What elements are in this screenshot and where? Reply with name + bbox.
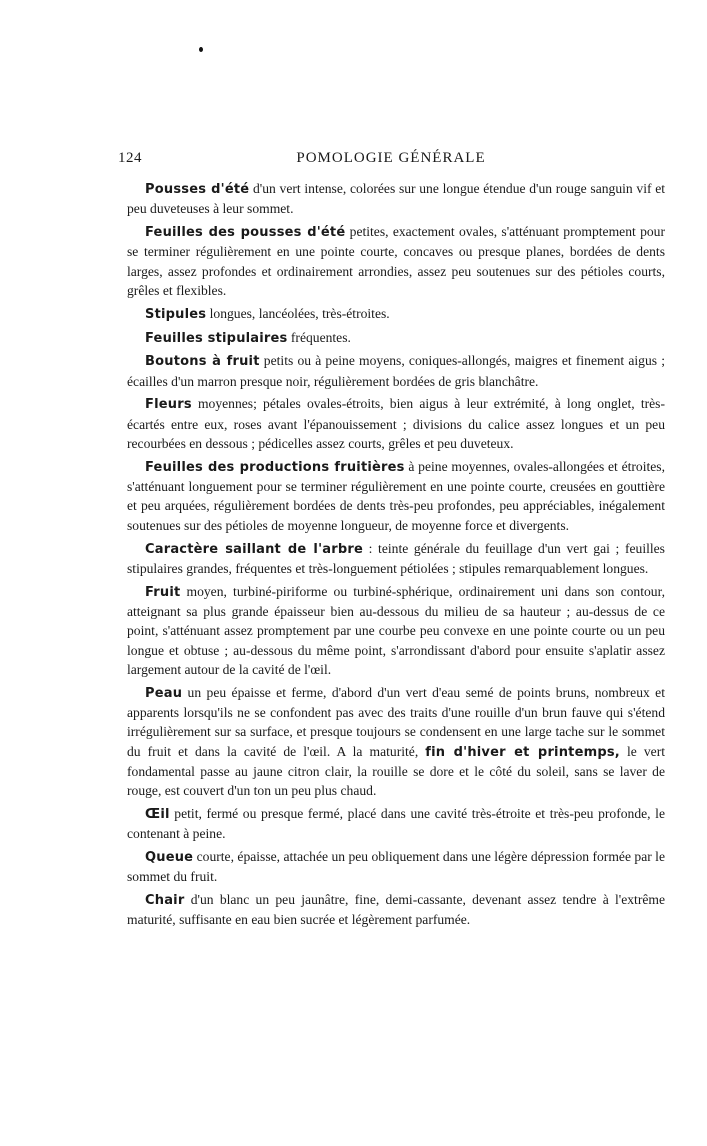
paragraph-text: petits ou à peine moyens, coniques-allongés, maigres et finement aigus ; écailles d'un marron presque noir, régulièrement bordées de gris blanchâtre. — [127, 353, 665, 389]
paragraph-queue — [127, 847, 665, 887]
paragraph-text: moyen, turbiné-piriforme ou turbiné-sphérique, ordinairement uni dans son contour, atteignant sa plus grande épaisseur bien au-dessous du milieu de sa hauteur ; au-dessus de ce point, s'atténuant assez promptement par une courbe peu convexe en une pointe courte ou un peu longue et obtuse ; au-dessous du même point, s'arrondissant d'abord pour ensuite s'aplatir assez largement autour de la cavité de l'œil. — [127, 583, 665, 677]
paragraph-fleurs — [127, 394, 665, 453]
paragraph-text: petit, fermé ou presque fermé, placé dans une cavité très-étroite et très-peu profonde, le contenant à peine. — [127, 805, 665, 842]
paragraph-feuilles-productions — [127, 457, 665, 535]
paragraph-chair — [127, 890, 665, 930]
term-heading: Feuilles des pousses d'été — [145, 225, 346, 241]
term-heading: Feuilles des productions fruitières — [145, 459, 405, 475]
body-text — [127, 179, 665, 933]
term-heading: Chair — [145, 893, 185, 909]
term-heading: Stipules — [145, 306, 207, 322]
term-heading: Pousses d'été — [145, 182, 250, 197]
paragraph-text: longues, lancéolées, très-étroites. — [206, 305, 390, 321]
term-heading: Peau — [145, 685, 183, 701]
ink-speck — [199, 47, 203, 52]
paragraph-text: courte, épaisse, attachée un peu obliquement dans une légère dépression formée par le sommet du fruit. — [127, 849, 665, 885]
paragraph-text: fréquentes. — [287, 329, 351, 345]
term-heading: Caractère saillant de l'arbre — [145, 541, 363, 557]
paragraph-oeil — [127, 804, 665, 844]
paragraph-feuilles-pousses — [127, 222, 665, 300]
paragraph-fruit — [127, 582, 665, 679]
paragraph-peau — [127, 683, 665, 801]
paragraph-boutons — [127, 351, 665, 391]
paragraph-feuilles-stipulaires — [127, 328, 665, 348]
term-heading: Fleurs — [145, 397, 192, 413]
paragraph-caractere — [127, 539, 665, 579]
paragraph-pousses — [127, 179, 665, 219]
paragraph-text: moyennes; pétales ovales-étroits, bien aigus à leur extrémité, à long onglet, très-écartés entre eux, roses avant l'épanouissement ; divisions du calice assez longues et un peu recourbées en dessous ; pédicelles assez courts, grêles et peu duveteux. — [127, 396, 665, 452]
term-heading: Feuilles stipulaires — [145, 330, 288, 346]
paragraph-text: petites, exactement ovales, s'atténuant promptement pour se terminer régulièrement en une pointe courte, concaves ou presque planes, bordées de dents larges, assez profondes et ordinairement arrondies, assez peu soutenues sur des pétioles courts, grêles et flexibles. — [127, 224, 665, 298]
term-heading: Boutons à fruit — [145, 354, 260, 370]
paragraph-text: à peine moyennes, ovales-allongées et étroites, s'atténuant longuement pour se terminer régulièrement en une pointe courte, creusées en gouttière et peu arquées, régulièrement bordées de dents très-peu profondes, peu appréciables, inégalement soutenues sur des pétioles de moyenne longueur, de moyenne force et divergents. — [127, 458, 665, 533]
term-heading: Queue — [145, 850, 194, 865]
page-header — [118, 150, 664, 170]
paragraph-text: un peu épaisse et ferme, d'abord d'un vert d'eau semé de points bruns, nombreux et apparents lorsqu'ils ne se confondent pas avec des traits d'une rouille d'un brun fauve qui s'étend irrégulièrement sur sa surface, et presque toujours se condensent en une large tache sur le sommet du fruit et dans la cavité de l'œil. A la maturité, — [127, 684, 665, 759]
paragraph-text: : teinte générale du feuillage d'un vert gai ; feuilles stipulaires grandes, fréquentes et très-longuement pétiolées ; stipules remarquablement longues. — [127, 540, 665, 576]
paragraph-stipules — [127, 304, 665, 324]
paragraph-text: le vert fondamental passe au jaune citron clair, la rouille se dore et le côté du soleil, sans se laver de rouge, est couvert d'un ton un peu plus chaud. — [127, 743, 665, 799]
running-title: POMOLOGIE GÉNÉRALE — [296, 150, 486, 166]
page-number: 124 — [118, 150, 142, 166]
term-maturity: fin d'hiver et printemps, — [425, 744, 620, 760]
paragraph-text: d'un vert intense, colorées sur une longue étendue d'un rouge sanguin vif et peu duveteuses à leur sommet. — [127, 181, 665, 217]
term-heading: Œil — [145, 806, 170, 822]
term-heading: Fruit — [145, 584, 181, 600]
paragraph-text: d'un blanc un peu jaunâtre, fine, demi-cassante, devenant assez tendre à l'extrême maturité, suffisante en eau bien sucrée et légèrement parfumée. — [127, 892, 665, 928]
